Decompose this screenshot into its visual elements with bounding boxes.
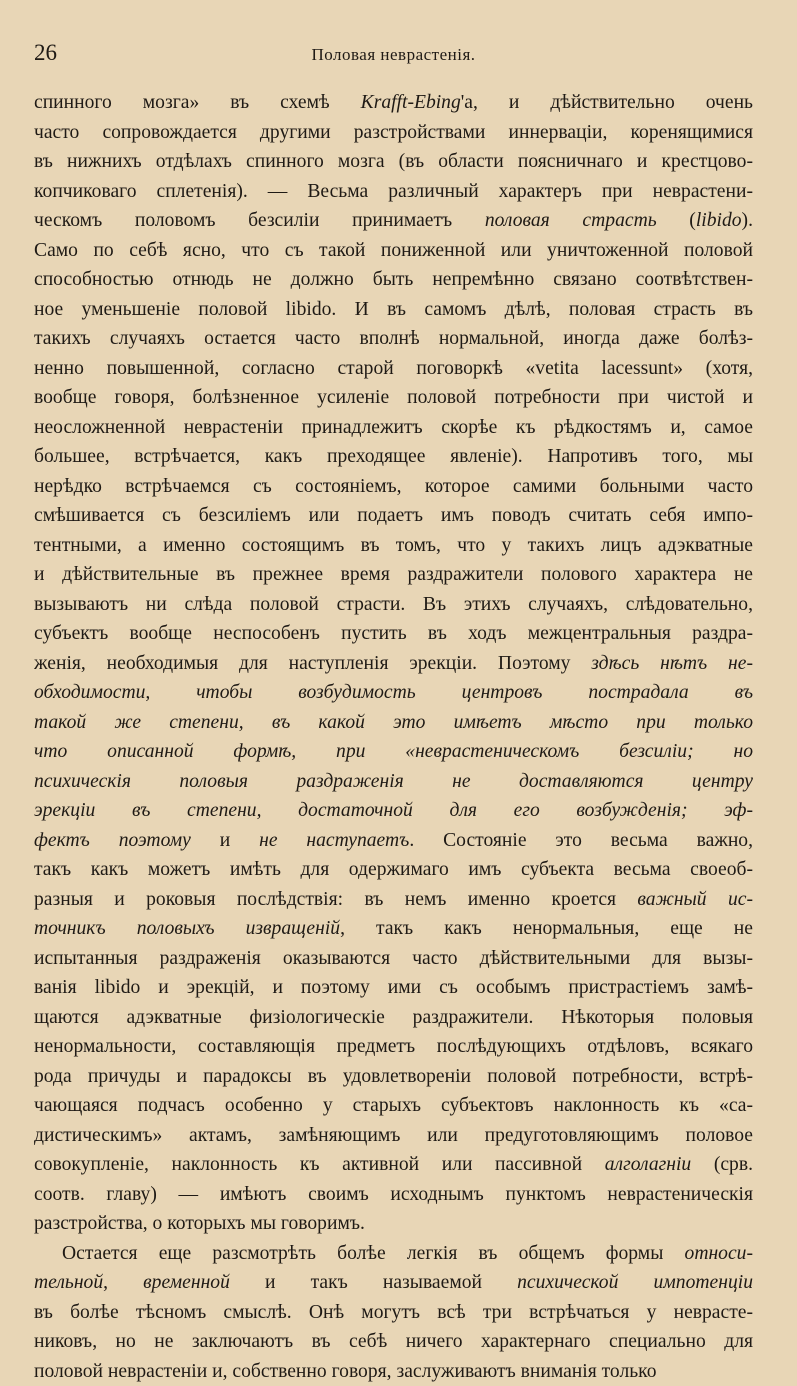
text-line — [34, 472, 753, 502]
text-line — [34, 885, 753, 915]
running-title: Половая неврастенія. — [154, 45, 633, 65]
text-run: и дѣйствительные въ прежнее время раздражители полового характера не — [34, 564, 753, 585]
text-line — [34, 442, 753, 472]
text-line — [34, 1327, 753, 1357]
text-run: ненно повышенной, согласно старой поговоркѣ «vetita lacessunt» (хотя, — [34, 358, 753, 379]
text-run: тентными, а именно состоящимъ въ томъ, что у такихъ лицъ адэкватные — [34, 535, 753, 556]
text-run: и — [191, 830, 259, 851]
body-text — [34, 88, 753, 1386]
italic-emphasis: тельной — [34, 1272, 103, 1293]
text-run: , такъ какъ ненормальныя, еще не — [340, 918, 753, 939]
text-run: ненормальности, составляющія предметъ послѣдующихъ отдѣловъ, всякаго — [34, 1036, 753, 1057]
text-line — [34, 1003, 753, 1033]
italic-emphasis: алголагніи — [605, 1154, 691, 1175]
text-run: совокупленіе, наклонность къ активной или пассивной — [34, 1154, 605, 1175]
text-line — [34, 708, 753, 738]
text-run: способностью отнюдь не должно быть непремѣнно связано соотвѣтствен- — [34, 269, 753, 290]
text-run: дистическимъ» актамъ, замѣняющимъ или предуготовляющимъ половое — [34, 1125, 753, 1146]
text-run: и такъ называемой — [230, 1272, 517, 1293]
text-run: въ болѣе тѣсномъ смыслѣ. Онѣ могутъ всѣ три встрѣчаться у неврасте- — [34, 1302, 753, 1323]
text-line — [34, 354, 753, 384]
italic-emphasis: Krafft-Ebing — [361, 92, 461, 113]
text-run: ванія libido и эрекцій, и поэтому ими съ особымъ пристрастіемъ замѣ- — [34, 977, 753, 998]
text-run: копчиковаго сплетенія). — Весьма различный характеръ при неврастени- — [34, 181, 753, 202]
text-run: вызываютъ ни слѣда половой страсти. Въ этихъ случаяхъ, слѣдовательно, — [34, 594, 753, 615]
text-run: ( — [657, 210, 696, 231]
text-run: нерѣдко встрѣчаемся съ состояніемъ, которое самими больными часто — [34, 476, 753, 497]
text-line — [34, 413, 753, 443]
text-run: испытанныя раздраженія оказываются часто дѣйствительными для вызы- — [34, 948, 753, 969]
text-run: женія, необходимыя для наступленія эрекціи. Поэтому — [34, 653, 591, 674]
text-line — [34, 914, 753, 944]
text-run: ). — [742, 210, 753, 231]
text-run: часто сопровождается другими разстройствами иннерваціи, коренящимися — [34, 122, 753, 143]
text-line — [34, 737, 753, 767]
text-run: вообще говоря, болѣзненное усиленіе половой потребности при чистой и — [34, 387, 753, 408]
text-line — [34, 590, 753, 620]
text-line — [34, 236, 753, 266]
text-run: никовъ, но не заключаютъ въ себѣ ничего характернаго специальнo для — [34, 1331, 753, 1352]
italic-emphasis: психическія половыя раздраженія не доставляются центру — [34, 771, 753, 792]
text-line — [34, 1150, 753, 1180]
italic-emphasis: точникъ половыхъ извращеній — [34, 918, 340, 939]
text-line — [34, 147, 753, 177]
text-line — [34, 678, 753, 708]
text-line — [34, 1091, 753, 1121]
text-run: спинного мозга» въ схемѣ — [34, 92, 361, 113]
page-number: 26 — [34, 40, 154, 66]
text-run: соотв. главу) — имѣютъ своимъ исходнымъ пунктомъ неврастеническія — [34, 1184, 753, 1205]
text-run: , — [103, 1272, 143, 1293]
text-line — [34, 1180, 753, 1210]
italic-emphasis: временной — [143, 1272, 230, 1293]
text-run: такихъ случаяхъ остается часто вполнѣ нормальной, иногда даже болѣз- — [34, 328, 753, 349]
text-run: ное уменьшеніе половой libido. И въ самомъ дѣлѣ, половая страсть въ — [34, 299, 753, 320]
text-line — [34, 177, 753, 207]
text-line — [34, 1357, 753, 1386]
italic-emphasis: обходимости, чтобы возбудимость центровъ пострадала въ — [34, 682, 753, 703]
text-line — [34, 560, 753, 590]
text-line — [34, 1209, 753, 1239]
text-line — [34, 649, 753, 679]
text-line — [34, 531, 753, 561]
text-run: 'а, и дѣйствительно очень — [461, 92, 753, 113]
italic-emphasis: относи- — [685, 1243, 753, 1264]
text-run: Само по себѣ ясно, что съ такой пониженной или уничтоженной половой — [34, 240, 753, 261]
text-run: (срв. — [691, 1154, 753, 1175]
text-run: Остается еще разсмотрѣть болѣе легкія въ общемъ формы — [62, 1243, 685, 1264]
text-line — [34, 973, 753, 1003]
italic-emphasis: что описанной формѣ, при «неврастеническомъ безсиліи; но — [34, 741, 753, 762]
text-line — [34, 1268, 753, 1298]
text-run: ческомъ половомъ безсиліи принимаетъ — [34, 210, 485, 231]
text-line — [34, 619, 753, 649]
text-run: щаются адэкватные физіологическіе раздражители. Нѣкоторыя половыя — [34, 1007, 753, 1028]
text-line — [34, 1239, 753, 1269]
text-line — [34, 826, 753, 856]
text-run: смѣшивается съ безсиліемъ или подаетъ имъ поводъ считать себя импо- — [34, 505, 753, 526]
italic-emphasis: психической импотенціи — [517, 1272, 753, 1293]
text-line — [34, 944, 753, 974]
text-line — [34, 324, 753, 354]
text-line — [34, 118, 753, 148]
text-run: . Состояніе это весьма важно, — [409, 830, 753, 851]
italic-emphasis: эрекціи въ степени, достаточной для его возбужденія; эф- — [34, 800, 753, 821]
italic-emphasis: важный ис- — [637, 889, 753, 910]
text-line — [34, 855, 753, 885]
italic-emphasis: такой же степени, въ какой это имѣетъ мѣсто при только — [34, 712, 753, 733]
italic-emphasis: здѣсь нѣтъ не- — [591, 653, 753, 674]
text-line — [34, 1032, 753, 1062]
text-run: половой неврастеніи и, собственно говоря, заслуживаютъ вниманія только — [34, 1361, 657, 1382]
text-line — [34, 88, 753, 118]
text-run: разстройства, о которыхъ мы говоримъ. — [34, 1213, 365, 1234]
text-line — [34, 1298, 753, 1328]
text-line — [34, 796, 753, 826]
page-header — [34, 40, 753, 82]
text-run: чающаяся подчасъ особенно у старыхъ субъектовъ наклонность къ «са- — [34, 1095, 753, 1116]
italic-emphasis: фектъ поэтому — [34, 830, 191, 851]
italic-emphasis: не наступаетъ — [259, 830, 409, 851]
text-line — [34, 295, 753, 325]
text-line — [34, 1062, 753, 1092]
text-line — [34, 501, 753, 531]
text-run: такъ какъ можетъ имѣть для одержимаго имъ субъекта весьма своеоб- — [34, 859, 753, 880]
text-line — [34, 1121, 753, 1151]
text-line — [34, 767, 753, 797]
text-run: разныя и роковыя послѣдствія: въ немъ именно кроется — [34, 889, 637, 910]
italic-emphasis: половая страсть — [485, 210, 657, 231]
text-run: большее, встрѣчается, какъ преходящее явленіе). Напротивъ того, мы — [34, 446, 753, 467]
text-run: субъектъ вообще неспособенъ пустить въ ходъ межцентральныя раздра- — [34, 623, 753, 644]
text-line — [34, 206, 753, 236]
italic-emphasis: libido — [696, 210, 742, 231]
text-line — [34, 265, 753, 295]
text-run: въ нижнихъ отдѣлахъ спинного мозга (въ области поясничнаго и крестцово- — [34, 151, 753, 172]
text-line — [34, 383, 753, 413]
text-run: неосложненной неврастеніи принадлежитъ скорѣе къ рѣдкостямъ и, самое — [34, 417, 753, 438]
text-run: рода причуды и парадоксы въ удовлетвореніи половой потребности, встрѣ- — [34, 1066, 753, 1087]
